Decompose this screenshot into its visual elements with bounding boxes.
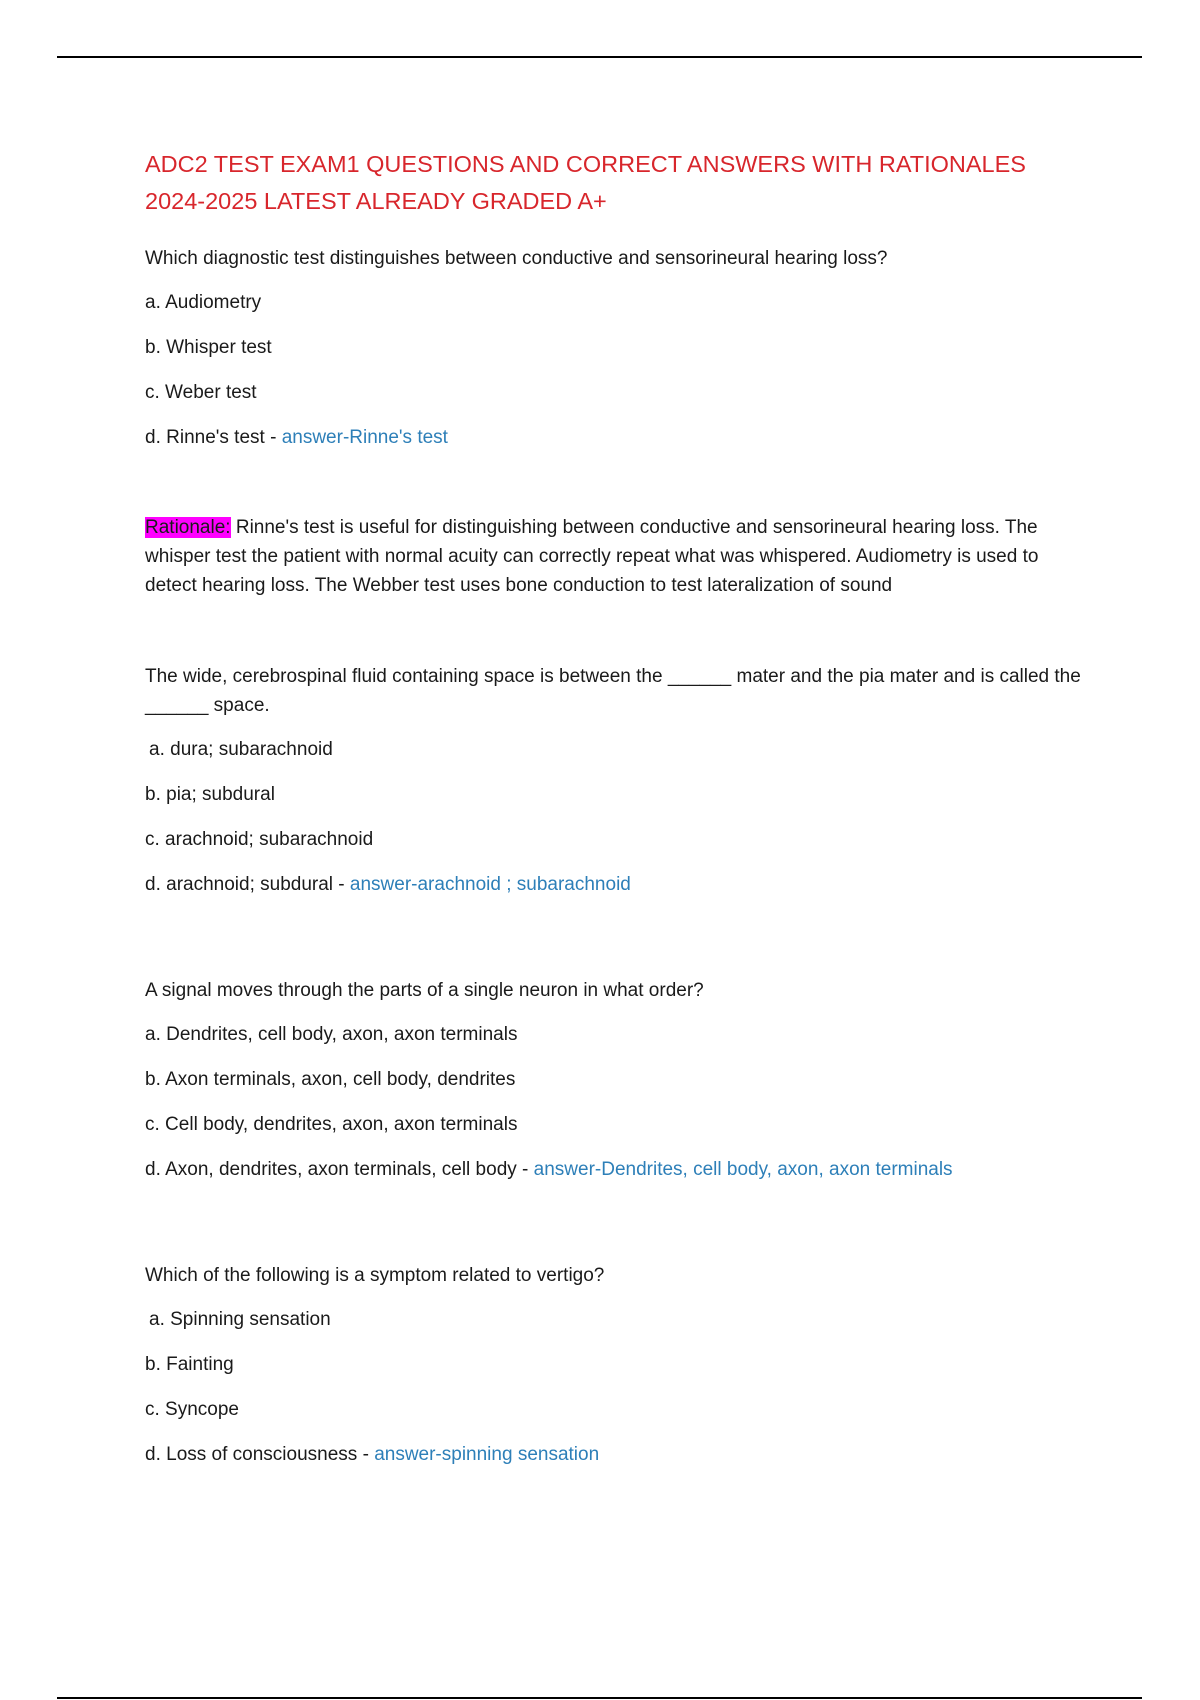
bottom-rule — [57, 1697, 1142, 1699]
question-block-3 — [145, 976, 1090, 1184]
document-body — [145, 146, 1090, 1485]
option-d — [145, 423, 1090, 452]
answer-separator: - — [333, 874, 350, 895]
answer-text: answer-Rinne's test — [281, 427, 448, 448]
answer-text: answer-spinning sensation — [374, 1444, 600, 1465]
answer-text: answer-arachnoid ; subarachnoid — [349, 874, 631, 895]
option-a: a. Audiometry — [145, 292, 262, 313]
answer-separator: - — [264, 427, 282, 448]
top-rule — [57, 56, 1142, 58]
rationale-text: Rinne's test is useful for distinguishing between conductive and sensorineural hearing loss. The whisper test the patient with normal acuity can correctly repeat what was whispered. Audiometry is used to detect hearing loss. The Webber test uses bone conduction to test lateralization of sound — [145, 517, 1039, 596]
rationale-label: Rationale: — [145, 517, 231, 538]
option-d-text: d. Loss of consciousness — [145, 1444, 358, 1465]
question-block-2 — [145, 662, 1090, 899]
question-text: Which of the following is a symptom related to vertigo? — [145, 1265, 605, 1286]
option-b: b. Fainting — [145, 1354, 234, 1375]
option-d — [145, 1155, 1090, 1184]
option-c: c. Cell body, dendrites, axon, axon terminals — [145, 1114, 518, 1135]
answer-separator: - — [516, 1159, 534, 1180]
option-c: c. arachnoid; subarachnoid — [145, 829, 374, 850]
option-a: a. Spinning sensation — [149, 1309, 331, 1330]
option-c: c. Weber test — [145, 382, 257, 403]
rationale — [145, 513, 1090, 600]
answer-text: answer-Dendrites, cell body, axon, axon terminals — [533, 1159, 953, 1180]
option-b: b. pia; subdural — [145, 784, 275, 805]
option-a: a. Dendrites, cell body, axon, axon terminals — [145, 1024, 518, 1045]
option-c: c. Syncope — [145, 1399, 239, 1420]
option-d-text: d. Axon, dendrites, axon terminals, cell body — [145, 1159, 517, 1180]
option-d-text: d. Rinne's test — [145, 427, 265, 448]
question-block-1 — [145, 244, 1090, 600]
option-b: b. Axon terminals, axon, cell body, dendrites — [145, 1069, 516, 1090]
document-title: ADC2 TEST EXAM1 QUESTIONS AND CORRECT ANSWERS WITH RATIONALES 2024-2025 LATEST ALREADY GRADED A+ — [145, 151, 1026, 214]
option-a: a. dura; subarachnoid — [149, 739, 333, 760]
option-d — [145, 870, 1090, 899]
question-block-4 — [145, 1261, 1090, 1469]
option-b: b. Whisper test — [145, 337, 272, 358]
question-text: A signal moves through the parts of a single neuron in what order? — [145, 980, 704, 1001]
option-d — [145, 1440, 1090, 1469]
question-text: The wide, cerebrospinal fluid containing space is between the ______ mater and the pia mater and is called the ______ space. — [145, 666, 1081, 716]
option-d-text: d. arachnoid; subdural — [145, 874, 334, 895]
question-text: Which diagnostic test distinguishes between conductive and sensorineural hearing loss? — [145, 248, 888, 269]
answer-separator: - — [357, 1444, 375, 1465]
